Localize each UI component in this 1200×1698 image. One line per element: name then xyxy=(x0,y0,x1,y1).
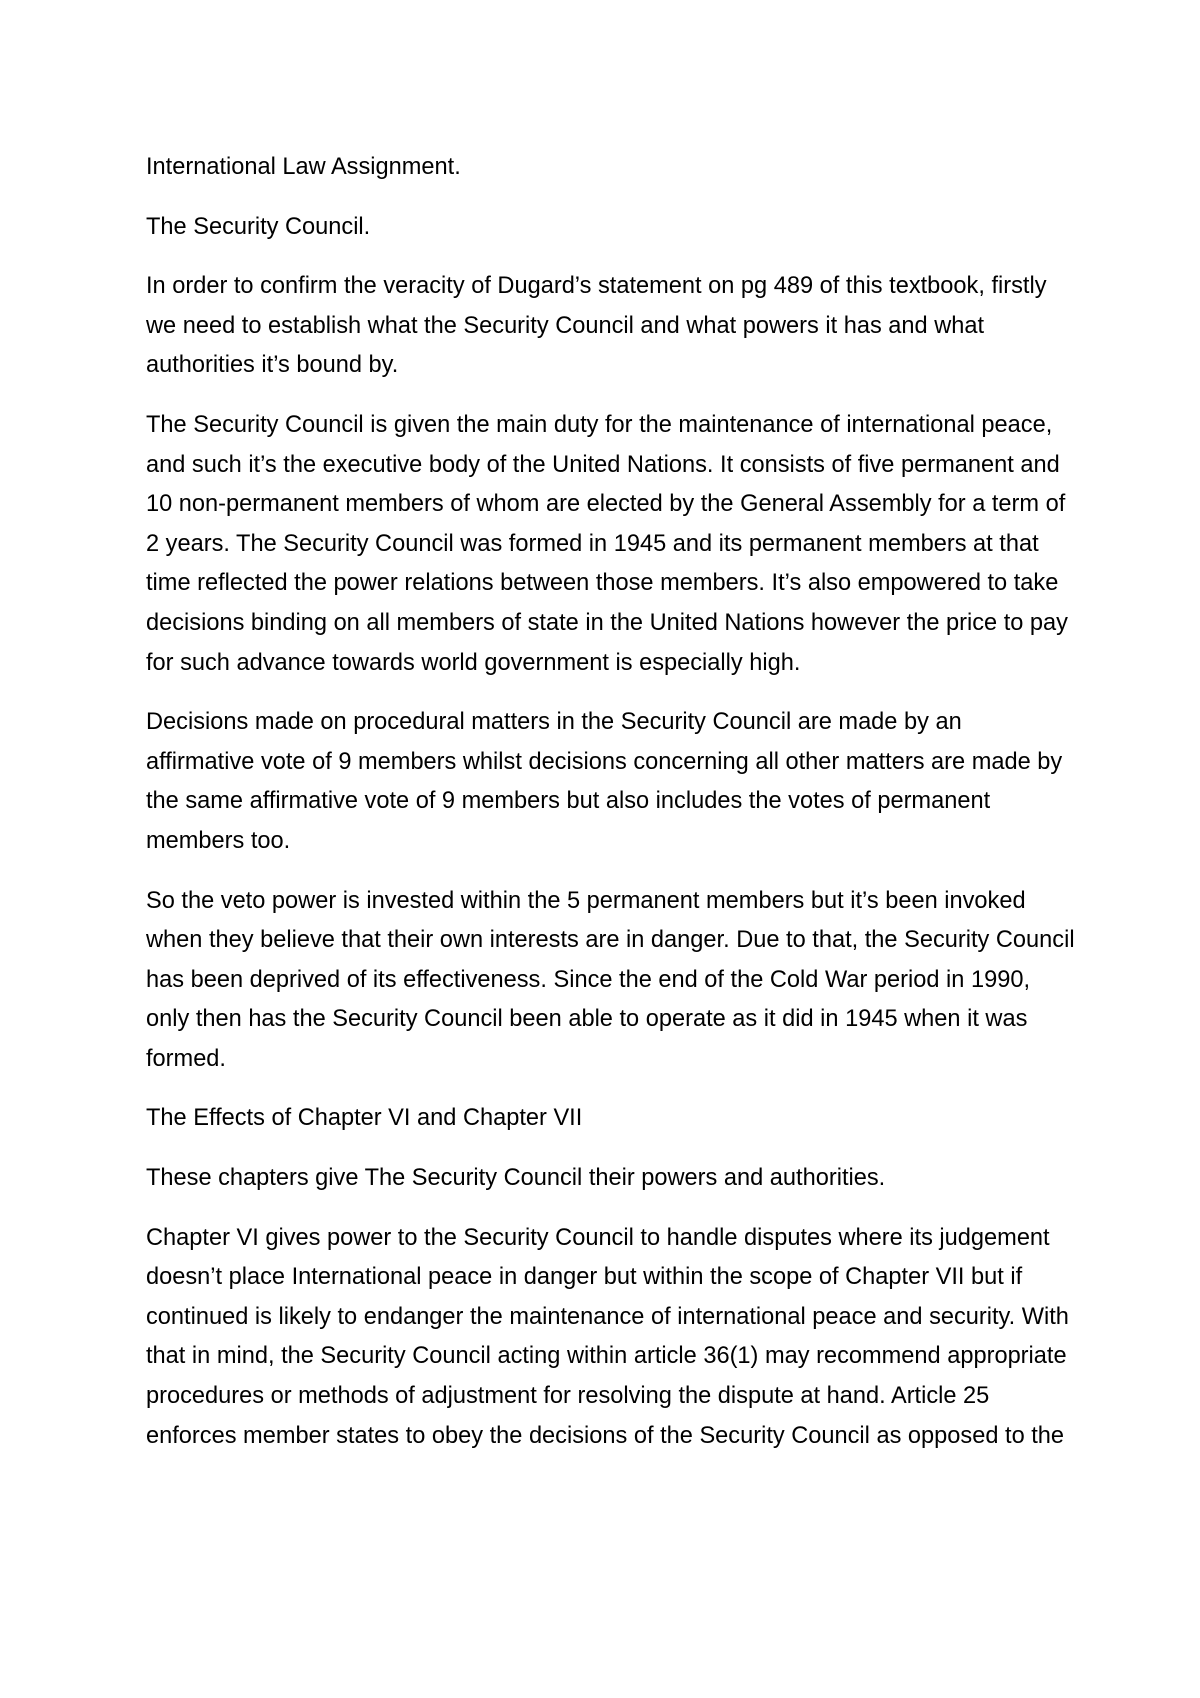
section-heading: The Security Council. xyxy=(146,213,371,240)
subheading: The Effects of Chapter VI and Chapter VII xyxy=(146,1105,583,1132)
paragraph: Chapter VI gives power to the Security Council to handle disputes where its judgement doesn’t place International peace in danger but within the scope of Chapter VII but if continued is likely to endanger the maintenance of international peace and security. With that in mind, the Security Council acting within article 36(1) may recommend appropriate procedures or methods of adjustment for resolving the dispute at hand. Article 25 enforces member states to obey the decisions of the Security Council as opposed to the xyxy=(146,1224,1069,1449)
paragraph: Decisions made on procedural matters in the Security Council are made by an affirmative vote of 9 members whilst decisions concerning all other matters are made by the same affirmative vote of 9 members but also includes the votes of permanent members too. xyxy=(146,709,1063,854)
paragraph: So the veto power is invested within the 5 permanent members but it’s been invoked when they believe that their own interests are in danger. Due to that, the Security Council has been deprived of its effectiveness. Since the end of the Cold War period in 1990, only then has the Security Council been able to operate as it did in 1945 when it was formed. xyxy=(146,887,1075,1072)
document-body xyxy=(146,148,1076,1476)
paragraph: The Security Council is given the main duty for the maintenance of international peace, and such it’s the executive body of the United Nations. It consists of five permanent and 10 non-permanent members of whom are elected by the General Assembly for a term of 2 years. The Security Council was formed in 1945 and its permanent members at that time reflected the power relations between those members. It’s also empowered to take decisions binding on all members of state in the United Nations however the price to pay for such advance towards world government is especially high. xyxy=(146,411,1068,676)
paragraph: These chapters give The Security Council their powers and authorities. xyxy=(146,1165,886,1192)
document-title: International Law Assignment. xyxy=(146,154,461,180)
paragraph: In order to confirm the veracity of Dugard’s statement on pg 489 of this textbook, firstly we need to establish what the Security Council and what powers it has and what authorities it’s bound by. xyxy=(146,273,1047,379)
